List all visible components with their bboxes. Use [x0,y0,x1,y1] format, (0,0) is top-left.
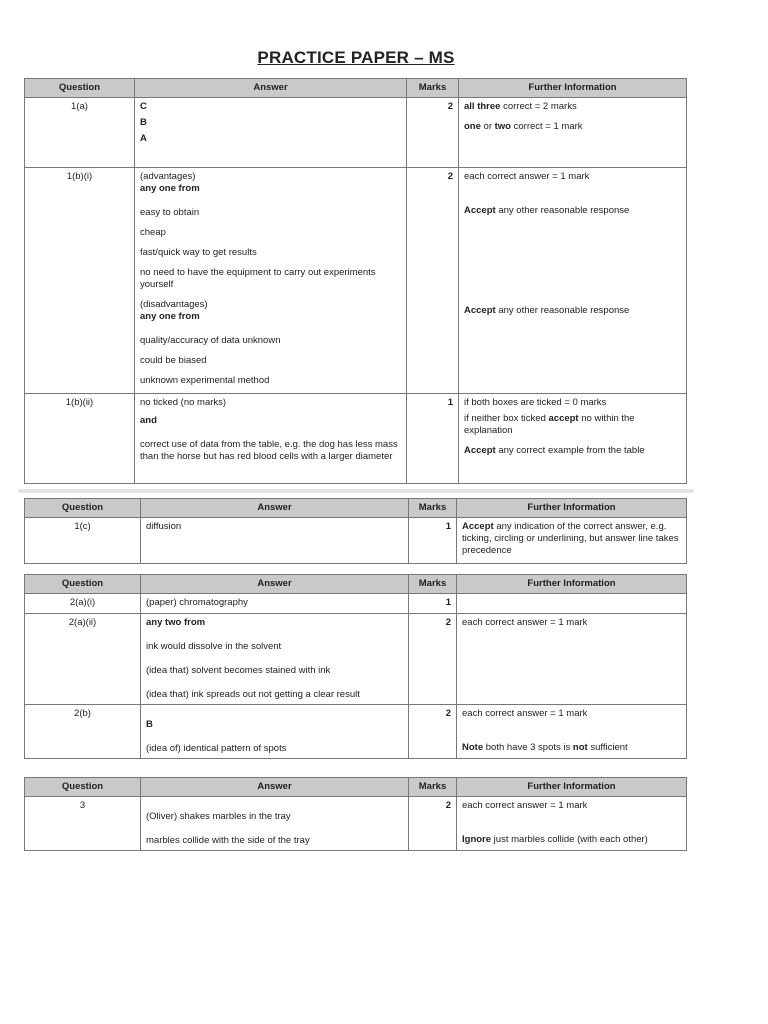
mark-scheme-table-1 [24,78,686,484]
info-cell [457,518,687,564]
answer-line: fast/quick way to get results [140,247,257,258]
question-number: 1(b)(ii) [25,394,135,484]
marks-cell: 2 [409,797,457,851]
header-answer: Answer [141,778,409,797]
mark-scheme-table-3 [24,574,686,759]
marks-cell: 2 [409,705,457,759]
table-header-row [25,79,687,98]
table-header-row [25,778,687,797]
answer-cell [141,614,409,705]
info-text: correct = 2 marks [500,101,577,112]
info-cell [459,394,687,484]
question-number: 1(c) [25,518,141,564]
info-cell [459,168,687,394]
info-text: each correct answer = 1 mark [462,800,588,811]
answer-cell [135,98,407,168]
answer-cell [141,797,409,851]
page-title: PRACTICE PAPER – MS [257,48,455,67]
info-cell [457,594,687,614]
table-header-row [25,499,687,518]
info-text: any indication of the correct answer, e.g. ticking, circling or underlining, but answer line takes precedence [462,521,679,556]
answer-line: correct use of data from the table, e.g. the dog has less mass than the horse but has red blood cells with a larger diameter [140,439,398,462]
header-question: Question [25,778,141,797]
header-answer: Answer [141,499,409,518]
bold-text: not [572,742,588,753]
info-text: any other reasonable response [495,205,630,216]
header-answer: Answer [141,575,409,594]
bold-text: one [464,121,481,132]
info-cell [457,797,687,851]
answer-cell [135,168,407,394]
bold-text: Accept [464,205,496,216]
page-separator [18,489,694,493]
marks-cell: 1 [407,394,459,484]
table-row [25,518,687,564]
answer-cell [141,705,409,759]
answer-cell: diffusion [141,518,409,564]
answer-line: (Oliver) shakes marbles in the tray [146,811,291,822]
info-text: if neither box ticked [464,413,549,424]
header-answer: Answer [135,79,407,98]
answer-line: could be biased [140,355,207,366]
answer-cell [135,394,407,484]
info-text: any correct example from the table [495,445,645,456]
answer-line: any one from [140,183,200,194]
answer-line: no ticked (no marks) [140,397,227,408]
table-row [25,797,687,851]
header-further-information: Further Information [457,778,687,797]
table-row [25,594,687,614]
answer-line: no need to have the equipment to carry out experiments yourself [140,267,376,290]
bold-text: accept [548,413,579,424]
table-row [25,394,687,484]
info-cell [459,98,687,168]
info-text: no within the explanation [464,413,635,436]
bold-text: two [494,121,511,132]
answer-line: cheap [140,227,166,238]
header-further-information: Further Information [459,79,687,98]
table-header-row [25,575,687,594]
info-text: or [480,121,495,132]
header-marks: Marks [409,499,457,518]
info-text: if both boxes are ticked = 0 marks [464,397,607,408]
table-row [25,705,687,759]
info-text: any other reasonable response [495,305,630,316]
bold-text: Ignore [462,834,492,845]
answer-line: and [140,415,157,426]
answer-line: (disadvantages) [140,299,208,310]
answer-line: (idea that) ink spreads out not getting a clear result [146,689,360,700]
header-marks: Marks [409,575,457,594]
question-number: 2(a)(ii) [25,614,141,705]
question-number: 3 [25,797,141,851]
info-text: correct = 1 mark [510,121,583,132]
bold-text: all three [464,101,501,112]
question-number: 2(a)(i) [25,594,141,614]
info-text: each correct answer = 1 mark [464,171,590,182]
answer-cell: (paper) chromatography [141,594,409,614]
header-marks: Marks [409,778,457,797]
answer-line: B [146,719,153,730]
answer-line: (idea of) identical pattern of spots [146,743,287,754]
answer-line: any one from [140,311,200,322]
info-cell [457,705,687,759]
header-further-information: Further Information [457,499,687,518]
info-text: each correct answer = 1 mark [462,708,588,719]
table-row [25,98,687,168]
table-row [25,168,687,394]
answer-line: quality/accuracy of data unknown [140,335,281,346]
bold-text: Accept [462,521,494,532]
answer-line: any two from [146,617,206,628]
answer-line: B [140,117,147,128]
marks-cell: 2 [409,614,457,705]
header-marks: Marks [407,79,459,98]
answer-line: easy to obtain [140,207,200,218]
answer-line: unknown experimental method [140,375,270,386]
bold-text: Accept [464,445,496,456]
question-number: 1(b)(i) [25,168,135,394]
marks-cell: 1 [409,518,457,564]
question-number: 1(a) [25,98,135,168]
header-question: Question [25,499,141,518]
table-row [25,614,687,705]
answer-line: C [140,101,147,112]
mark-scheme-table-2 [24,498,686,564]
question-number: 2(b) [25,705,141,759]
answer-line: marbles collide with the side of the tray [146,835,310,846]
header-question: Question [25,575,141,594]
info-text: sufficient [587,742,628,753]
answer-line: A [140,133,147,144]
info-cell: each correct answer = 1 mark [457,614,687,705]
header-question: Question [25,79,135,98]
header-further-information: Further Information [457,575,687,594]
answer-line: (idea that) solvent becomes stained with ink [146,665,331,676]
bold-text: Note [462,742,484,753]
info-text: both have 3 spots is [483,742,573,753]
info-text: just marbles collide (with each other) [491,834,648,845]
bold-text: Accept [464,305,496,316]
marks-cell: 1 [409,594,457,614]
marks-cell: 2 [407,168,459,394]
mark-scheme-table-4 [24,777,686,851]
answer-line: ink would dissolve in the solvent [146,641,282,652]
answer-line: (advantages) [140,171,196,182]
marks-cell: 2 [407,98,459,168]
